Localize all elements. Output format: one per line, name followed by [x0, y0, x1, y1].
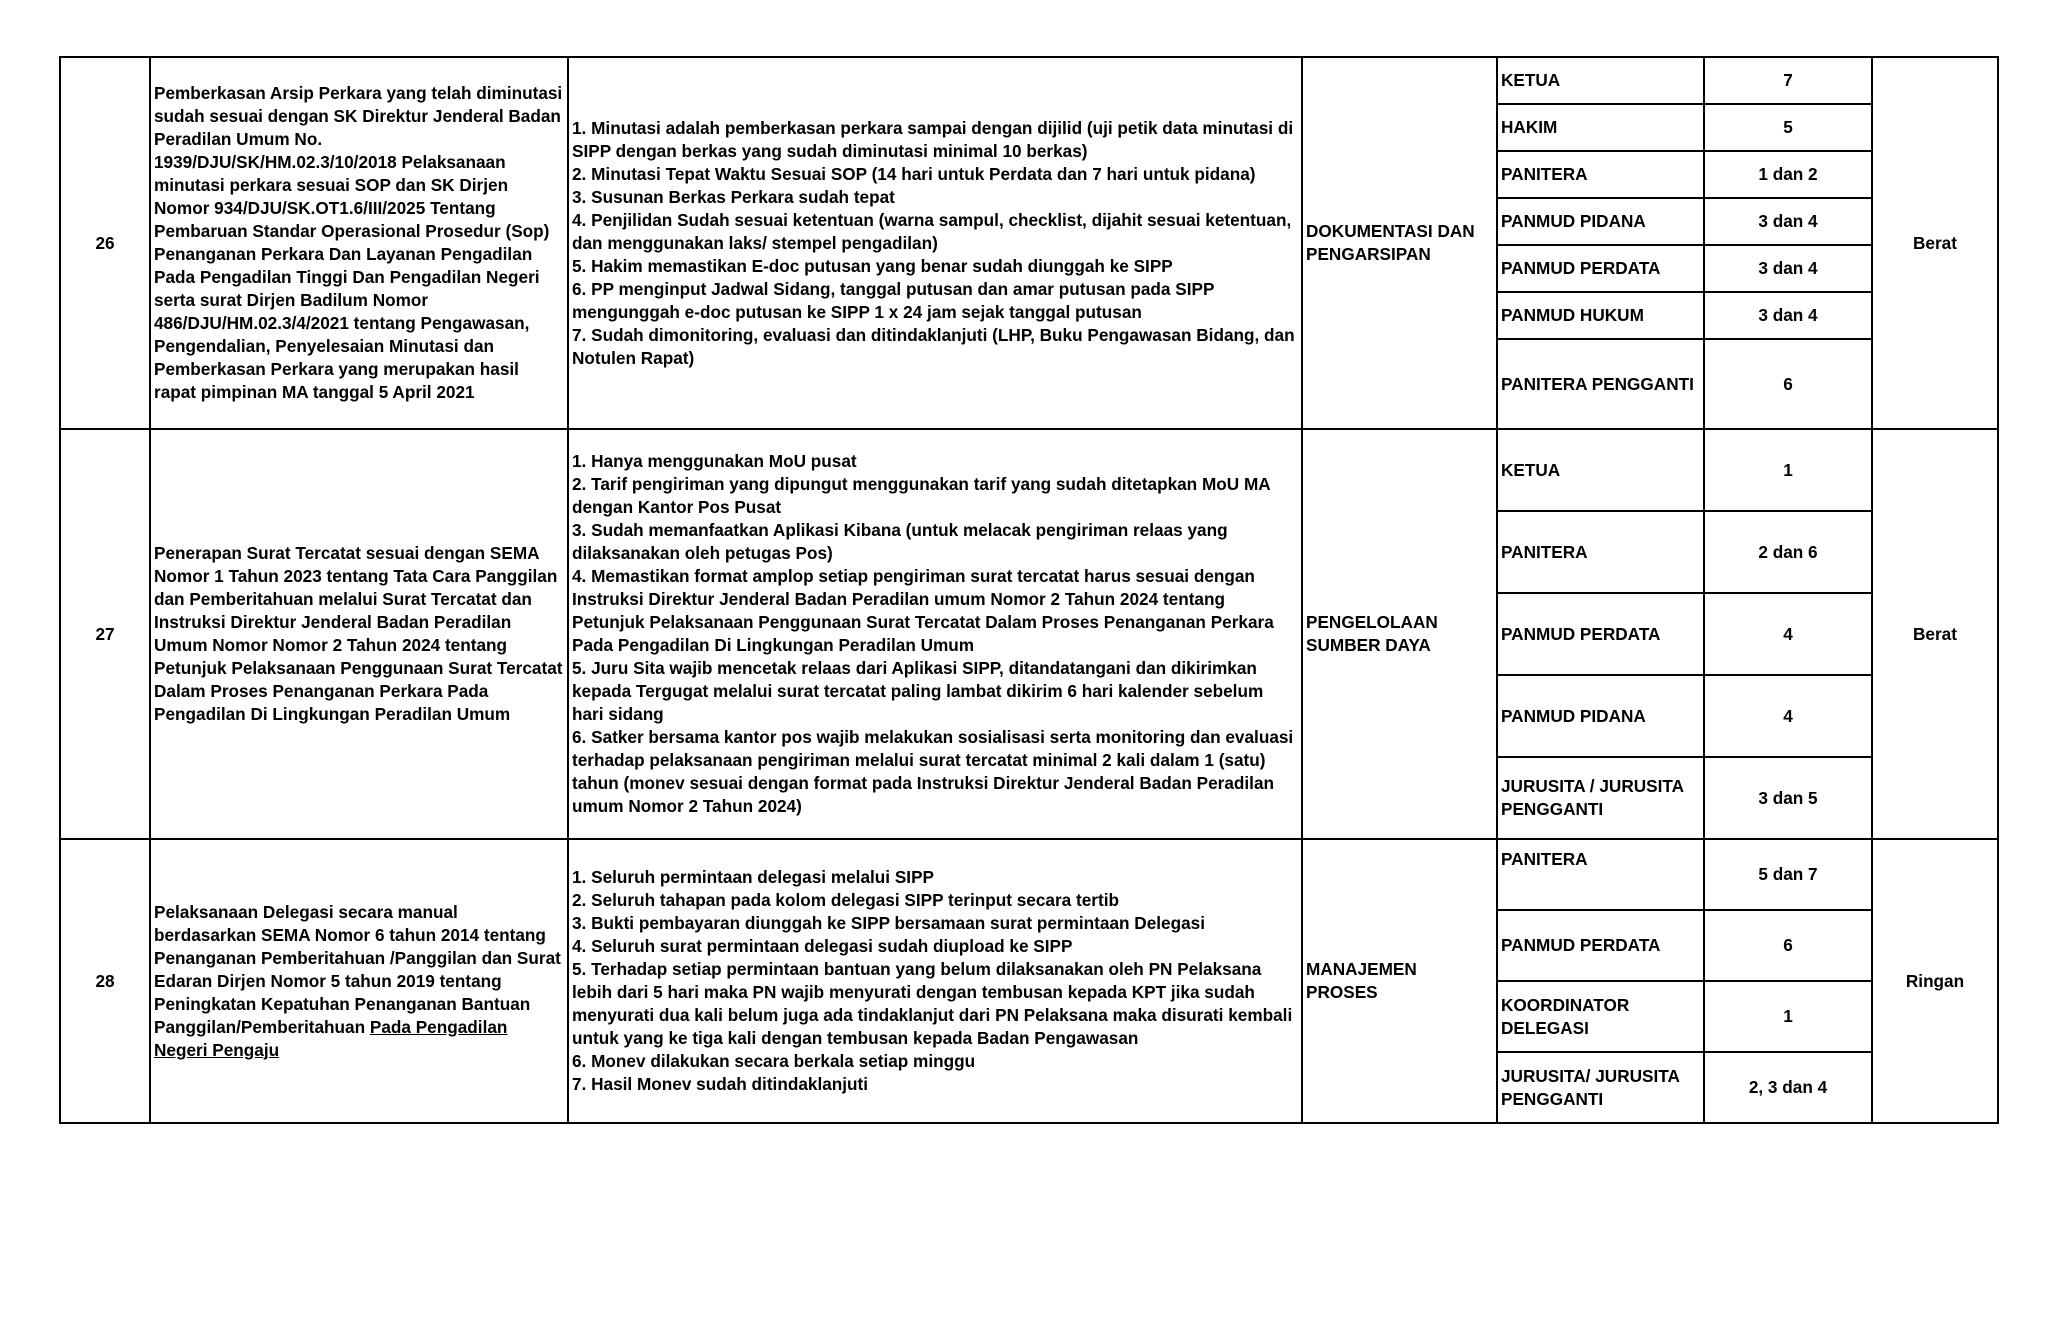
indicator-item: 5. Hakim memastikan E-doc putusan yang benar sudah diunggah ke SIPP — [572, 255, 1173, 276]
role-name: JURUSITA / JURUSITA PENGGANTI — [1497, 757, 1704, 839]
role-ref: 6 — [1704, 339, 1872, 429]
indicator-item: 1. Seluruh permintaan delegasi melalui SIPP — [572, 867, 935, 887]
indicator-item: 4. Memastikan format amplop setiap pengiriman surat tercatat harus sesuai dengan Instruksi Direktur Jenderal Badan Peradilan umum Nomor 2 Tahun 2024 tentang Petunjuk Pelaksanaan Penggunaan Surat Tercatat Dalam Proses Penanganan Perkara Pada Pengadilan Di Lingkungan Peradilan Umum — [572, 566, 1279, 655]
role-ref: 3 dan 4 — [1704, 292, 1872, 339]
indicator-item: 4. Penjilidan Sudah sesuai ketentuan (warna sampul, checklist, dijahit sesuai ketentuan, dan menggunakan laks/ stempel pengadilan) — [572, 209, 1297, 253]
role-ref: 5 — [1704, 104, 1872, 151]
indicator-item: 6. PP menginput Jadwal Sidang, tanggal putusan dan amar putusan pada SIPP mengunggah e-doc putusan ke SIPP 1 x 24 jam sejak tanggal putusan — [572, 278, 1219, 322]
role-ref: 7 — [1704, 57, 1872, 104]
indicator-item: 2. Tarif pengiriman yang dipungut menggunakan tarif yang sudah ditetapkan MoU MA dengan Kantor Pos Pusat — [572, 474, 1275, 517]
row-category: PENGELOLAAN SUMBER DAYA — [1302, 429, 1497, 839]
role-ref: 4 — [1704, 675, 1872, 757]
role-name: PANITERA — [1497, 511, 1704, 593]
role-name: PANMUD PERDATA — [1497, 910, 1704, 981]
indicator-item: 6. Satker bersama kantor pos wajib melakukan sosialisasi serta monitoring dan evaluasi terhadap pelaksanaan pengiriman melalui surat tercatat minimal 2 kali dalam 1 (satu) tahun (monev sesuai dengan format pada Instruksi Direktur Jenderal Badan Peradilan umum Nomor 2 Tahun 2024) — [572, 727, 1298, 816]
indicator-item: 3. Susunan Berkas Perkara sudah tepat — [572, 186, 895, 207]
indicator-item: 1. Minutasi adalah pemberkasan perkara sampai dengan dijilid (uji petik data minutasi di SIPP dengan berkas yang sudah diminutasi minimal 10 berkas) — [572, 117, 1298, 161]
role-name: PANITERA PENGGANTI — [1497, 339, 1704, 429]
indicator-item: 7. Hasil Monev sudah ditindaklanjuti — [572, 1074, 869, 1094]
role-name: HAKIM — [1497, 104, 1704, 151]
role-name: PANMUD PERDATA — [1497, 593, 1704, 675]
role-ref: 1 dan 2 — [1704, 151, 1872, 198]
role-name: KOORDINATOR DELEGASI — [1497, 981, 1704, 1052]
row-level: Berat — [1872, 57, 1998, 429]
table-row — [60, 429, 1998, 511]
row-category: DOKUMENTASI DAN PENGARSIPAN — [1302, 57, 1497, 429]
role-ref: 1 — [1704, 429, 1872, 511]
role-name: KETUA — [1497, 57, 1704, 104]
row-level: Ringan — [1872, 839, 1998, 1123]
indicator-item: 4. Seluruh surat permintaan delegasi sudah diupload ke SIPP — [572, 936, 1073, 956]
row-indicators — [568, 429, 1302, 839]
role-ref: 2 dan 6 — [1704, 511, 1872, 593]
role-ref: 2, 3 dan 4 — [1704, 1052, 1872, 1123]
row-title — [150, 839, 568, 1123]
table-row — [60, 57, 1998, 104]
role-ref: 6 — [1704, 910, 1872, 981]
indicator-item: 6. Monev dilakukan secara berkala setiap minggu — [572, 1051, 976, 1071]
role-ref: 1 — [1704, 981, 1872, 1052]
indicator-item: 2. Minutasi Tepat Waktu Sesuai SOP (14 hari untuk Perdata dan 7 hari untuk pidana) — [572, 163, 1256, 184]
indicator-item: 1. Hanya menggunakan MoU pusat — [572, 451, 857, 471]
role-ref: 4 — [1704, 593, 1872, 675]
row-number: 27 — [60, 429, 150, 839]
row-title: Pemberkasan Arsip Perkara yang telah diminutasi sudah sesuai dengan SK Direktur Jenderal Badan Peradilan Umum No. 1939/DJU/SK/HM.02.3/10/2018 Pelaksanaan minutasi perkara sesuai SOP dan SK Dirjen Nomor 934/DJU/SK.OT1.6/III/2025 Tentang Pembaruan Standar Operasional Prosedur (Sop) Penanganan Perkara Dan Layanan Pengadilan Pada Pengadilan Tinggi Dan Pengadilan Negeri serta surat Dirjen Badilum Nomor 486/DJU/HM.02.3/4/2021 tentang Pengawasan, Pengendalian, Penyelesaian Minutasi dan Pemberkasan Perkara yang merupakan hasil rapat pimpinan MA tanggal 5 April 2021 — [150, 57, 568, 429]
role-name: PANITERA — [1497, 839, 1704, 910]
role-ref: 3 dan 4 — [1704, 245, 1872, 292]
audit-table — [59, 56, 1999, 1124]
role-ref: 5 dan 7 — [1704, 839, 1872, 910]
role-name: PANMUD HUKUM — [1497, 292, 1704, 339]
row-title-underlined: Pada Pengadilan Negeri Pengaju — [154, 1016, 508, 1060]
row-number: 26 — [60, 57, 150, 429]
role-name: PANMUD PERDATA — [1497, 245, 1704, 292]
row-level: Berat — [1872, 429, 1998, 839]
role-ref: 3 dan 5 — [1704, 757, 1872, 839]
row-number: 28 — [60, 839, 150, 1123]
role-name: PANMUD PIDANA — [1497, 198, 1704, 245]
indicator-item: 2. Seluruh tahapan pada kolom delegasi SIPP terinput secara tertib — [572, 890, 1119, 910]
indicator-item: 5. Terhadap setiap permintaan bantuan yang belum dilaksanakan oleh PN Pelaksana lebih dari 5 hari maka PN wajib menyurati dengan tembusan kepada KPT jika sudah menyurati dua kali belum juga ada tindaklanjut dari PN Pelaksana maka disurati kembali untuk yang ke tiga kali dengan tembusan kepada Badan Pengawasan — [572, 959, 1297, 1048]
table-row — [60, 839, 1998, 910]
role-ref: 3 dan 4 — [1704, 198, 1872, 245]
role-name: KETUA — [1497, 429, 1704, 511]
row-indicators — [568, 839, 1302, 1123]
indicator-item: 3. Bukti pembayaran diunggah ke SIPP bersamaan surat permintaan Delegasi — [572, 913, 1205, 933]
role-name: PANITERA — [1497, 151, 1704, 198]
indicator-item: 7. Sudah dimonitoring, evaluasi dan ditindaklanjuti (LHP, Buku Pengawasan Bidang, dan Notulen Rapat) — [572, 324, 1300, 368]
indicator-item: 5. Juru Sita wajib mencetak relaas dari Aplikasi SIPP, ditandatangani dan dikirimkan kepada Tergugat melalui surat tercatat paling lambat dikirim 6 hari kalender sebelum hari sidang — [572, 658, 1269, 724]
role-name: PANMUD PIDANA — [1497, 675, 1704, 757]
row-category: MANAJEMEN PROSES — [1302, 839, 1497, 1123]
row-title-text: Pelaksanaan Delegasi secara manual berdasarkan SEMA Nomor 6 tahun 2014 tentang Penanganan Pemberitahuan /Panggilan dan Surat Edaran Dirjen Nomor 5 tahun 2019 tentang Peningkatan Kepatuhan Penanganan Bantuan Panggilan/Pemberitahuan — [154, 901, 561, 1037]
row-indicators — [568, 57, 1302, 429]
role-name: JURUSITA/ JURUSITA PENGGANTI — [1497, 1052, 1704, 1123]
indicator-item: 3. Sudah memanfaatkan Aplikasi Kibana (untuk melacak pengiriman relaas yang dilaksanakan oleh petugas Pos) — [572, 520, 1233, 563]
row-title: Penerapan Surat Tercatat sesuai dengan SEMA Nomor 1 Tahun 2023 tentang Tata Cara Panggilan dan Pemberitahuan melalui Surat Tercatat dan Instruksi Direktur Jenderal Badan Peradilan Umum Nomor Nomor 2 Tahun 2024 tentang Petunjuk Pelaksanaan Penggunaan Surat Tercatat Dalam Proses Penanganan Perkara Pada Pengadilan Di Lingkungan Peradilan Umum — [150, 429, 568, 839]
